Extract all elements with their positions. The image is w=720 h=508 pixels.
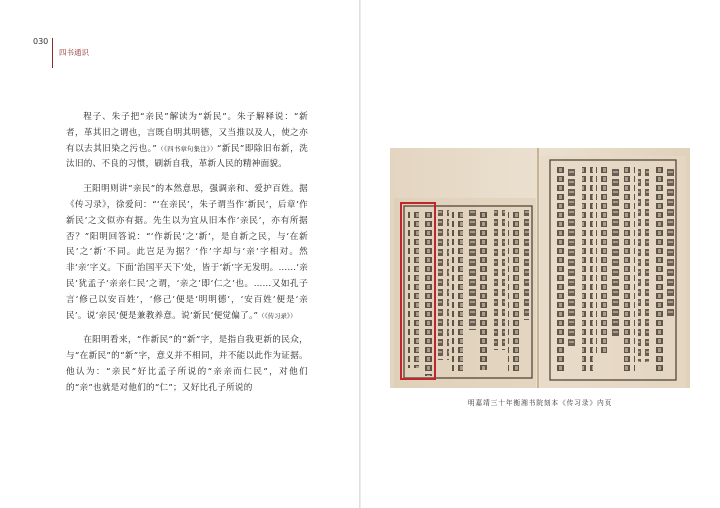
paragraph-1-text-cont: “新民”即除旧布新，洗汰旧的、不良的习惯，刷新自我，革新人民的精神面貌。: [66, 143, 308, 170]
figure-caption: 明嘉靖三十年衡湘书院刻本《传习录》内页: [467, 399, 613, 407]
woodblock-print-photo: [390, 148, 690, 388]
paragraph-1-text: 程子、朱子把“亲民”解读为“新民”。朱子解释说：“新者，革其旧之谓也，言既自明其明德，又当推以及人，使之亦有以去其旧染之污也。”: [66, 112, 308, 154]
paragraph-2-citation: （《传习录》）: [258, 311, 297, 320]
paragraph-2-text: 王阳明则讲“亲民”的本然意思，强调亲和、爱护百姓。据《传习录》，徐爱问：“‘在亲民’，朱子谓当作‘新民’，后章‘作新民’之文似亦有据。先生以为宜从旧本作‘亲民’，亦有所据否？”阳明回答说：“‘作新民’之‘新’，是自新之民，与‘在新民’之‘新’不同。此岂足为据？‘作’字却与‘亲’字相对。然非‘亲’字义。下面‘治国平天下’处，皆于‘新’字无发明。……‘亲民’犹孟子‘亲亲仁民’之谓，‘亲之’即‘仁之’也。……又如孔子言‘修己以安百姓’，‘修己’便是‘明明德’，‘安百姓’便是‘亲民’。说‘亲民’便是兼教养意。说‘新民’便觉偏了。”: [66, 184, 308, 321]
paragraph-1-citation: （《四书章句集注》）: [156, 144, 217, 153]
paragraph-3-text: 在阳明看来，“作新民”的“新”字，是指自我更新的民众，与“在新民”的“新”字，意义并不相同，并不能以此作为证据。他认为：“亲民”好比孟子所说的“亲亲而仁民”，对他们的“亲”也就是对他们的“仁”；又好比孔子所说的: [66, 335, 308, 393]
body-text: [66, 110, 308, 406]
left-page: [0, 0, 359, 508]
woodblock-print-illustration: [390, 148, 690, 388]
paragraph-2: [66, 182, 308, 324]
page-number: 030: [33, 37, 49, 46]
header-rule: [52, 38, 53, 68]
running-head: 四书通识: [59, 48, 89, 57]
paragraph-1: [66, 110, 308, 173]
paragraph-3: [66, 333, 308, 396]
